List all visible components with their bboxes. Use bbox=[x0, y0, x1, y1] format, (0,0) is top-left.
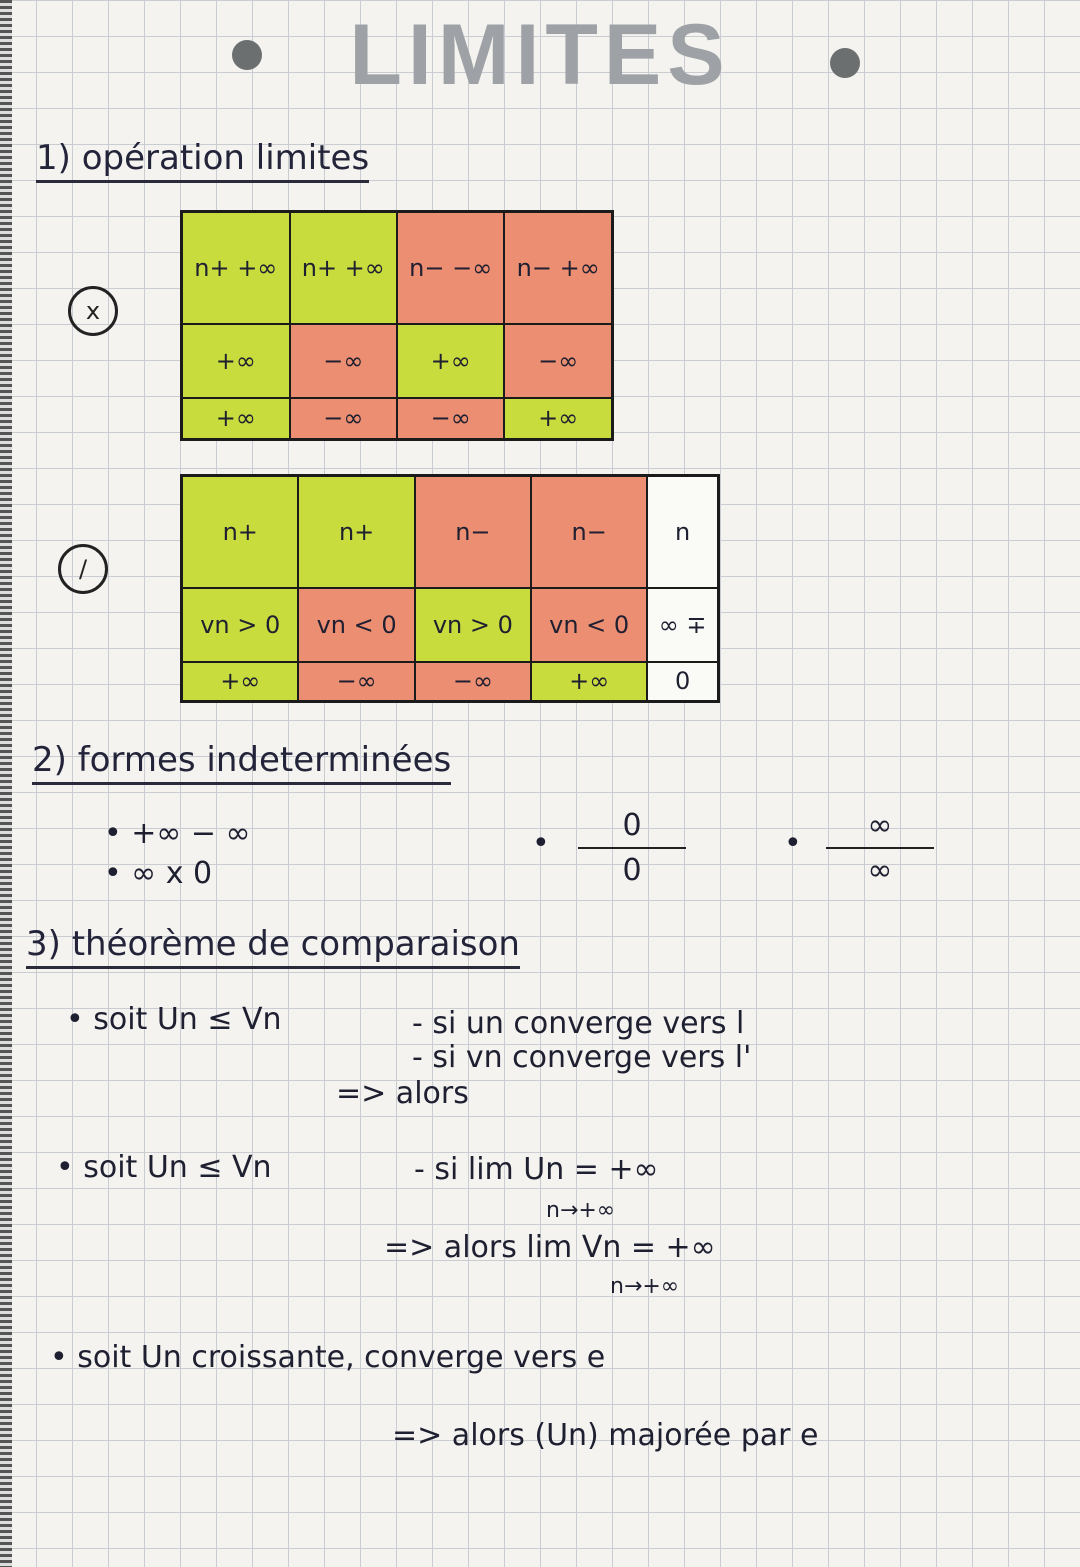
div-cell: vn < 0 bbox=[298, 588, 414, 662]
div-cell: vn < 0 bbox=[531, 588, 647, 662]
div-cell: −∞ bbox=[298, 662, 414, 702]
fraction-denominator: 0 bbox=[622, 853, 642, 888]
mul-cell: −∞ bbox=[504, 324, 612, 398]
mul-cell: −∞ bbox=[397, 398, 504, 440]
mul-cell: −∞ bbox=[290, 324, 397, 398]
multiplication-table bbox=[180, 210, 614, 441]
section3-heading: 3) théorème de comparaison bbox=[26, 924, 520, 969]
theorem2-condition: - si lim Un = +∞ bbox=[414, 1152, 659, 1187]
fraction-bar bbox=[578, 847, 686, 849]
indeterminate-form: • +∞ − ∞ bbox=[104, 816, 251, 851]
div-cell: 0 bbox=[647, 662, 718, 702]
mul-cell: n+ +∞ bbox=[182, 212, 290, 324]
bullet-dot-right bbox=[830, 48, 860, 78]
theorem1-hypothesis: • soit Un ≤ Vn bbox=[66, 1002, 282, 1037]
fraction-numerator: 0 bbox=[622, 808, 642, 843]
fraction-bar bbox=[826, 847, 934, 849]
indeterminate-form-1: +∞ − ∞ bbox=[131, 816, 251, 851]
mul-cell: +∞ bbox=[182, 398, 290, 440]
fraction-denominator: ∞ bbox=[867, 853, 893, 888]
theorem1-condition-2: - si vn converge vers l' bbox=[412, 1040, 752, 1075]
theorem1-conclusion: => alors bbox=[336, 1076, 469, 1111]
div-cell: vn > 0 bbox=[415, 588, 531, 662]
theorem2-hypothesis: • soit Un ≤ Vn bbox=[56, 1150, 272, 1185]
page-title: LIMITES bbox=[349, 7, 731, 103]
theorem2-conclusion: => alors lim Vn = +∞ bbox=[384, 1230, 716, 1265]
section2-heading: 2) formes indeterminées bbox=[32, 740, 451, 785]
div-cell: n bbox=[647, 476, 718, 588]
mul-cell: +∞ bbox=[504, 398, 612, 440]
div-cell: n− bbox=[415, 476, 531, 588]
division-table bbox=[180, 474, 720, 703]
multiply-operator: x bbox=[68, 286, 118, 336]
fraction-zero-over-zero bbox=[578, 808, 686, 888]
theorem2-condition-limit: n→+∞ bbox=[546, 1198, 616, 1223]
theorem3-conclusion: => alors (Un) majorée par e bbox=[392, 1418, 819, 1453]
div-cell: n+ bbox=[182, 476, 299, 588]
bullet: • bbox=[532, 826, 550, 861]
bullet: • bbox=[784, 826, 802, 861]
mul-cell: n− −∞ bbox=[397, 212, 504, 324]
fraction-inf-over-inf bbox=[826, 808, 934, 888]
divide-operator: / bbox=[58, 544, 108, 594]
section1-heading: 1) opération limites bbox=[36, 138, 369, 183]
mul-cell: +∞ bbox=[397, 324, 504, 398]
div-cell: vn > 0 bbox=[182, 588, 299, 662]
indeterminate-form: • ∞ x 0 bbox=[104, 856, 213, 891]
mul-cell: n+ +∞ bbox=[290, 212, 397, 324]
theorem3-hypothesis: • soit Un croissante, converge vers e bbox=[50, 1340, 606, 1375]
mul-cell: n− +∞ bbox=[504, 212, 612, 324]
indeterminate-form-2: ∞ x 0 bbox=[131, 856, 213, 891]
theorem2-conclusion-limit: n→+∞ bbox=[610, 1274, 680, 1299]
div-cell: ∞ ∓ bbox=[647, 588, 718, 662]
div-cell: −∞ bbox=[415, 662, 531, 702]
mul-cell: +∞ bbox=[182, 324, 290, 398]
fraction-numerator: ∞ bbox=[867, 808, 893, 843]
theorem1-condition-1: - si un converge vers l bbox=[412, 1006, 745, 1041]
mul-cell: −∞ bbox=[290, 398, 397, 440]
notebook-binding bbox=[0, 0, 12, 1567]
div-cell: n− bbox=[531, 476, 647, 588]
div-cell: +∞ bbox=[182, 662, 299, 702]
div-cell: +∞ bbox=[531, 662, 647, 702]
div-cell: n+ bbox=[298, 476, 414, 588]
